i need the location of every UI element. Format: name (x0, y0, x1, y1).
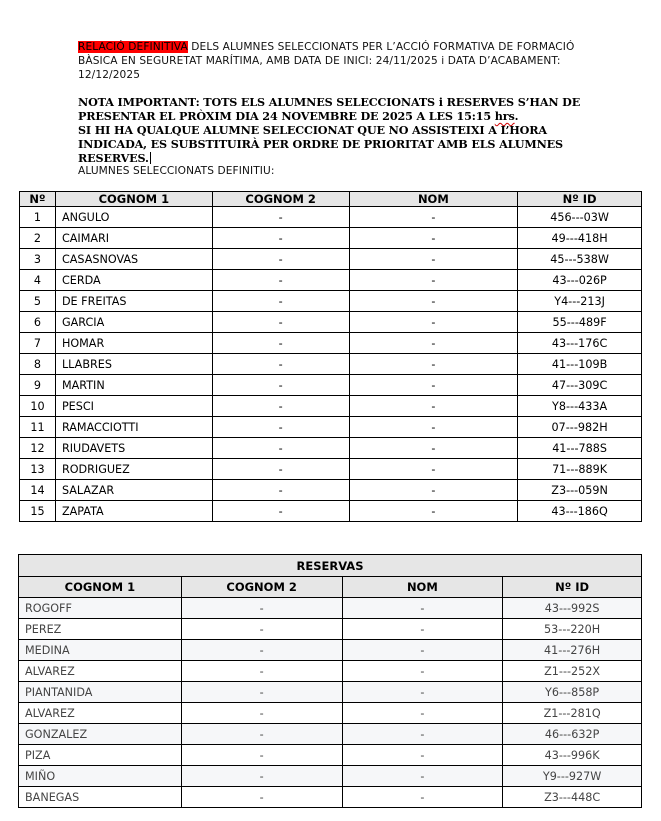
id-cell: 53---220H (503, 619, 642, 640)
nom-cell: - (349, 438, 518, 459)
cognom2-cell: - (181, 661, 342, 682)
note-line-2: SI HI HA QUALQUE ALUMNE SELECCIONAT QUE NO ASSISTEIXI A L’HORA INDICADA, ES SUBSTITUIRÀ PER ORDRE DE PRIORITAT AMB ELS ALUMNES RESERVES. (78, 123, 563, 165)
id-cell: Z3---448C (503, 787, 642, 808)
id-cell: 41---109B (518, 354, 642, 375)
cognom2-cell: - (212, 333, 349, 354)
cognom2-cell: - (212, 207, 349, 228)
cognom2-cell: - (181, 619, 342, 640)
id-cell: 41---276H (503, 640, 642, 661)
cognom1-cell: BANEGAS (19, 787, 182, 808)
id-cell: Z3---059N (518, 480, 642, 501)
col-header-nom: NOM (349, 192, 518, 207)
row-number: 4 (20, 270, 56, 291)
table-row (19, 703, 642, 724)
id-cell: 43---186Q (518, 501, 642, 522)
cognom1-cell: RODRIGUEZ (55, 459, 212, 480)
nom-cell: - (342, 724, 503, 745)
cognom2-cell: - (212, 480, 349, 501)
intro-paragraph (78, 40, 598, 82)
cognom2-cell: - (212, 228, 349, 249)
cognom1-cell: RIUDAVETS (55, 438, 212, 459)
id-cell: Z1---252X (503, 661, 642, 682)
id-cell: Y8---433A (518, 396, 642, 417)
nom-cell: - (349, 459, 518, 480)
row-number: 5 (20, 291, 56, 312)
table-row (19, 619, 642, 640)
cognom1-cell: ROGOFF (19, 598, 182, 619)
cognom1-cell: MEDINA (19, 640, 182, 661)
table-row (20, 501, 642, 522)
row-number: 11 (20, 417, 56, 438)
table-row (20, 438, 642, 459)
cognom2-cell: - (212, 375, 349, 396)
id-cell: 49---418H (518, 228, 642, 249)
cognom1-cell: HOMAR (55, 333, 212, 354)
cognom2-cell: - (212, 270, 349, 291)
row-number: 8 (20, 354, 56, 375)
table-row (20, 480, 642, 501)
cognom1-cell: MIÑO (19, 766, 182, 787)
important-note (78, 95, 618, 165)
nom-cell: - (349, 480, 518, 501)
cognom1-cell: ALVAREZ (19, 703, 182, 724)
table-row (20, 375, 642, 396)
table-row (20, 417, 642, 438)
cognom2-cell: - (212, 312, 349, 333)
cognom2-cell: - (181, 598, 342, 619)
id-cell: Y6---858P (503, 682, 642, 703)
note-line-1: NOTA IMPORTANT: TOTS ELS ALUMNES SELECCIONATS i RESERVES S’HAN DE PRESENTAR EL PRÒXIM DIA 24 NOVEMBRE DE 2025 A LES 15:15 (78, 95, 581, 123)
selected-students-table (19, 191, 642, 522)
cognom1-cell: PIANTANIDA (19, 682, 182, 703)
cognom1-cell: LLABRES (55, 354, 212, 375)
cognom1-cell: ALVAREZ (19, 661, 182, 682)
cognom2-cell: - (181, 724, 342, 745)
cognom2-cell: - (181, 766, 342, 787)
id-cell: 456---03W (518, 207, 642, 228)
note-period: . (514, 109, 519, 123)
highlighted-title: RELACIÓ DEFINITIVA (78, 41, 188, 53)
nom-cell: - (342, 766, 503, 787)
id-cell: Z1---281Q (503, 703, 642, 724)
col-header-id: Nº ID (503, 577, 642, 598)
table-row (19, 682, 642, 703)
id-cell: 71---889K (518, 459, 642, 480)
cognom1-cell: CASASNOVAS (55, 249, 212, 270)
row-number: 14 (20, 480, 56, 501)
nom-cell: - (349, 207, 518, 228)
table-row (20, 459, 642, 480)
row-number: 3 (20, 249, 56, 270)
nom-cell: - (349, 228, 518, 249)
nom-cell: - (342, 598, 503, 619)
nom-cell: - (342, 745, 503, 766)
cognom1-cell: RAMACCIOTTI (55, 417, 212, 438)
cognom2-cell: - (212, 438, 349, 459)
nom-cell: - (349, 501, 518, 522)
cognom1-cell: GONZALEZ (19, 724, 182, 745)
cognom2-cell: - (212, 249, 349, 270)
row-number: 7 (20, 333, 56, 354)
table-row (20, 291, 642, 312)
cognom1-cell: ZAPATA (55, 501, 212, 522)
nom-cell: - (349, 291, 518, 312)
cognom1-cell: SALAZAR (55, 480, 212, 501)
nom-cell: - (349, 270, 518, 291)
id-cell: Y4---213J (518, 291, 642, 312)
table-header-row (20, 192, 642, 207)
intro-text: DELS ALUMNES SELECCIONATS PER L’ACCIÓ FORMATIVA DE FORMACIÓ BÀSICA EN SEGURETAT MARÍTIMA, AMB DATA DE INICI: 24/11/2025 i DATA D’ACABAMENT: 12/12/2025 (78, 41, 575, 81)
row-number: 9 (20, 375, 56, 396)
table-row (20, 228, 642, 249)
row-number: 2 (20, 228, 56, 249)
cognom2-cell: - (181, 682, 342, 703)
table-header-row (19, 577, 642, 598)
nom-cell: - (349, 417, 518, 438)
cognom2-cell: - (212, 417, 349, 438)
nom-cell: - (349, 312, 518, 333)
nom-cell: - (342, 661, 503, 682)
table-row (20, 207, 642, 228)
col-header-cognom2: COGNOM 2 (181, 577, 342, 598)
cognom2-cell: - (212, 396, 349, 417)
text-cursor (150, 152, 151, 164)
id-cell: 41---788S (518, 438, 642, 459)
nom-cell: - (342, 682, 503, 703)
cognom1-cell: GARCIA (55, 312, 212, 333)
id-cell: 45---538W (518, 249, 642, 270)
cognom2-cell: - (212, 354, 349, 375)
col-header-cognom1: COGNOM 1 (19, 577, 182, 598)
row-number: 15 (20, 501, 56, 522)
cognom1-cell: PESCI (55, 396, 212, 417)
row-number: 10 (20, 396, 56, 417)
row-number: 13 (20, 459, 56, 480)
col-header-id: Nº ID (518, 192, 642, 207)
id-cell: 47---309C (518, 375, 642, 396)
col-header-cognom1: COGNOM 1 (55, 192, 212, 207)
id-cell: 43---176C (518, 333, 642, 354)
table-row (19, 745, 642, 766)
nom-cell: - (342, 619, 503, 640)
table-row (20, 354, 642, 375)
table-row (19, 640, 642, 661)
table-row (19, 598, 642, 619)
id-cell: 43---996K (503, 745, 642, 766)
row-number: 12 (20, 438, 56, 459)
cognom1-cell: DE FREITAS (55, 291, 212, 312)
cognom2-cell: - (181, 703, 342, 724)
nom-cell: - (349, 354, 518, 375)
nom-cell: - (349, 375, 518, 396)
cognom1-cell: PIZA (19, 745, 182, 766)
nom-cell: - (342, 787, 503, 808)
cognom1-cell: MARTIN (55, 375, 212, 396)
spellcheck-word-hrs[interactable]: hrs (494, 109, 515, 123)
cognom2-cell: - (212, 459, 349, 480)
cognom2-cell: - (212, 291, 349, 312)
cognom2-cell: - (181, 640, 342, 661)
col-header-cognom2: COGNOM 2 (212, 192, 349, 207)
col-header-num: Nº (20, 192, 56, 207)
reserves-title-row (19, 555, 642, 577)
table-row (19, 766, 642, 787)
cognom1-cell: CERDA (55, 270, 212, 291)
table-row (20, 312, 642, 333)
nom-cell: - (349, 396, 518, 417)
cognom2-cell: - (181, 787, 342, 808)
cognom1-cell: ANGULO (55, 207, 212, 228)
id-cell: 43---026P (518, 270, 642, 291)
id-cell: Y9---927W (503, 766, 642, 787)
nom-cell: - (342, 640, 503, 661)
reserves-table (18, 554, 642, 808)
nom-cell: - (349, 333, 518, 354)
cognom2-cell: - (212, 501, 349, 522)
nom-cell: - (342, 703, 503, 724)
id-cell: 43---992S (503, 598, 642, 619)
reserves-title: RESERVAS (19, 555, 642, 577)
table-row (20, 270, 642, 291)
nom-cell: - (349, 249, 518, 270)
id-cell: 07---982H (518, 417, 642, 438)
id-cell: 46---632P (503, 724, 642, 745)
table-row (19, 787, 642, 808)
id-cell: 55---489F (518, 312, 642, 333)
cognom2-cell: - (181, 745, 342, 766)
table-row (19, 661, 642, 682)
table-row (19, 724, 642, 745)
col-header-nom: NOM (342, 577, 503, 598)
table-row (20, 333, 642, 354)
table-row (20, 249, 642, 270)
table-row (20, 396, 642, 417)
row-number: 6 (20, 312, 56, 333)
row-number: 1 (20, 207, 56, 228)
cognom1-cell: CAIMARI (55, 228, 212, 249)
selected-heading: ALUMNES SELECCIONATS DEFINITIU: (78, 165, 275, 177)
cognom1-cell: PEREZ (19, 619, 182, 640)
